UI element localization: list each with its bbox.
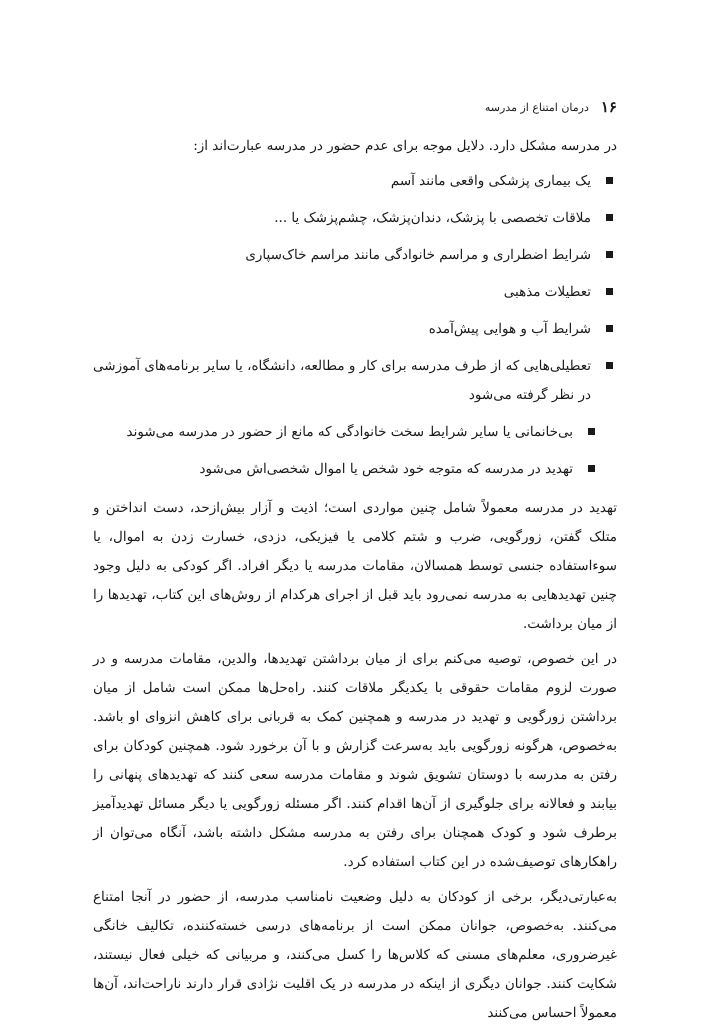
running-title: درمان امتناع از مدرسه <box>484 100 589 114</box>
list-item <box>93 315 591 344</box>
list-item-text: شرایط اضطراری و مراسم خانوادگی مانند مراسم خاک‌سپاری <box>245 247 591 263</box>
intro-line: در مدرسه مشکل دارد. دلایل موجه برای عدم حضور در مدرسه عبارت‌اند از: <box>193 138 617 154</box>
bullet-square-icon <box>606 362 613 369</box>
bullet-square-icon <box>606 288 613 295</box>
reasons-sub-list <box>93 418 617 484</box>
running-header <box>93 96 617 118</box>
list-item-text: بی‌خانمانی یا سایر شرایط سخت خانوادگی که مانع از حضور در مدرسه می‌شوند <box>126 424 573 440</box>
bullet-square-icon <box>588 428 595 435</box>
reasons-list <box>93 167 617 410</box>
list-item <box>93 352 591 410</box>
bullet-square-icon <box>588 465 595 472</box>
bullet-square-icon <box>606 177 613 184</box>
paragraph-school-conditions: به‌عبارتی‌دیگر، برخی از کودکان به دلیل وضعیت نامناسب مدرسه، از حضور در آنجا امتناع می‌کنند. به‌خصوص، جوانان ممکن است از برنامه‌های درسی خسته‌کننده، تکالیف خانگی غیرضروری، معلم‌های مسنی که کلاس‌ها را کسل می‌کنند، و مربیانی که خیلی فعال نیستند، شکایت کنند. جوانان دیگری از اینکه در مدرسه در یک اقلیت نژادی قرار دارند ناراحت‌اند، آن‌ها معمولاً احساس می‌کنند <box>93 889 617 1021</box>
list-item-text: تعطیلات مذهبی <box>503 284 591 300</box>
bullet-square-icon <box>606 251 613 258</box>
body-text <box>93 132 617 1028</box>
bullet-square-icon <box>606 214 613 221</box>
list-item <box>93 455 573 484</box>
list-item <box>93 167 591 196</box>
list-item-text: یک بیماری پزشکی واقعی مانند آسم <box>390 173 591 189</box>
list-item-text: ملاقات تخصصی با پزشک، دندان‌پزشک، چشم‌پزشک یا ... <box>274 210 591 226</box>
list-item <box>93 418 573 447</box>
list-item <box>93 241 591 270</box>
reasons-list-wrap <box>93 167 617 484</box>
paragraph-recommendation: در این خصوص، توصیه می‌کنم برای از میان برداشتن تهدیدها، والدین، مقامات مدرسه و در صورت لزوم مقامات حقوقی با یکدیگر ملاقات کنند. راه‌حل‌ها ممکن است شامل از میان برداشتن زورگویی و تهدید در مدرسه و همچنین کمک به قربانی برای کاهش انزوای او باشد. به‌خصوص، هرگونه زورگویی باید به‌سرعت گزارش و با آن برخورد شود. همچنین کودکان برای رفتن به مدرسه با دوستان تشویق شوند و مقامات مدرسه سعی کنند که تهدیدهای پنهانی را بیابند و فعالانه برای جلوگیری از آن‌ها اقدام کنند. اگر مسئله زورگویی یا دیگر مسائل تهدیدآمیز برطرف شود و کودک همچنان برای رفتن به مدرسه مشکل داشته باشد، آنگاه می‌توان از راهکارهای توصیف‌شده در این کتاب استفاده کرد. <box>93 651 617 870</box>
list-item <box>93 204 591 233</box>
paragraph-threats: تهدید در مدرسه معمولاً شامل چنین مواردی است؛ اذیت و آزار بیش‌ازحد، دست انداختن و متلک گفتن، زورگویی، ضرب و شتم کلامی یا فیزیکی، دزدی، خسارت زدن به اموال، یا سوءاستفاده جنسی توسط همسالان، مقامات مدرسه یا دیگر افراد. اگر کودکی به دلیل وجود چنین تهدیدهایی به مدرسه نمی‌رود باید قبل از اجرای هرکدام از روش‌های این کتاب، تهدیدها را از میان برداشت. <box>93 500 617 632</box>
page-number: ۱۶ <box>600 98 617 116</box>
list-item-text: تعطیلی‌هایی که از طرف مدرسه برای کار و مطالعه، دانشگاه، یا سایر برنامه‌های آموزشی در نظر گرفته می‌شود <box>93 358 591 403</box>
bullet-square-icon <box>606 325 613 332</box>
list-item-text: شرایط آب و هوایی پیش‌آمده <box>428 321 591 337</box>
list-item-text: تهدید در مدرسه که متوجه خود شخص یا اموال شخصی‌اش می‌شود <box>199 461 573 477</box>
list-item <box>93 278 591 307</box>
